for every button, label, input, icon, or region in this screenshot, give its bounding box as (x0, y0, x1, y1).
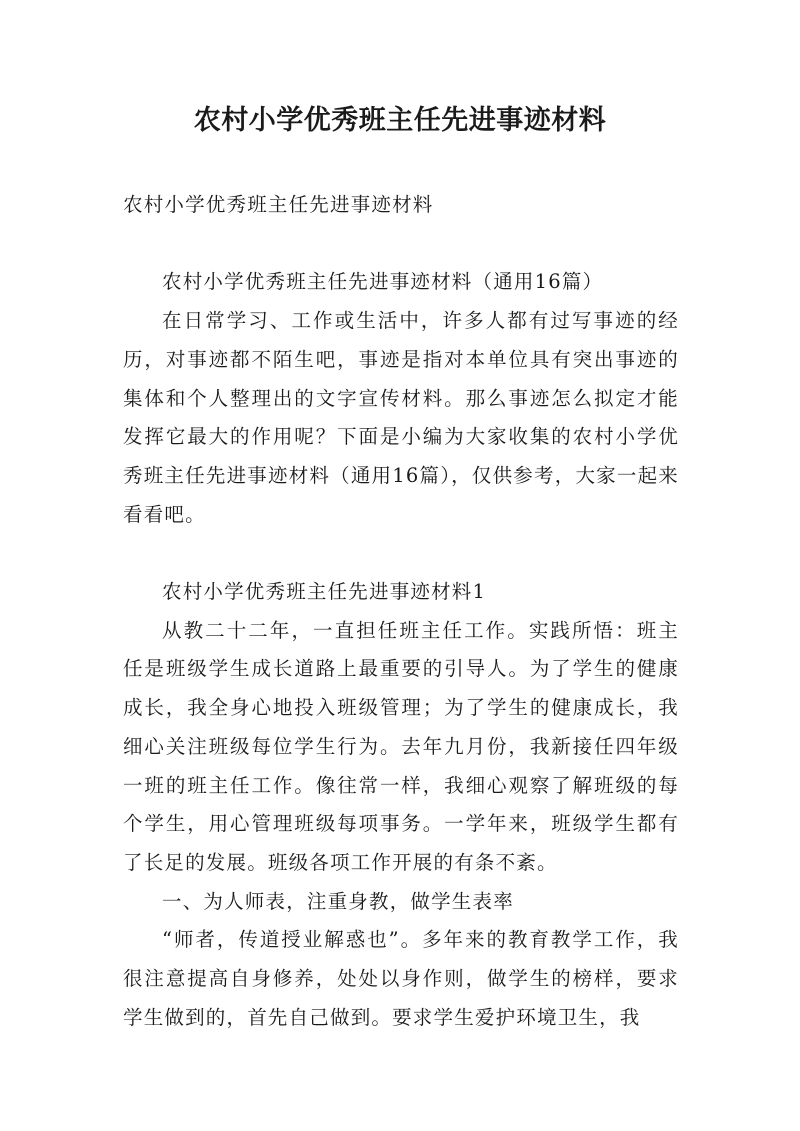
point-heading: 一、为人师表，注重身教，做学生表率 (162, 889, 514, 913)
point-paragraph: “师者，传道授业解惑也”。多年来的教育教学工作，我很注意提高自身修养，处处以身作则，做学生的榜样，要求学生做到的，首先自己做到。要求学生爱护环境卫生，我 (123, 928, 679, 1029)
document-body (123, 186, 679, 1037)
paragraph-spacer (123, 225, 679, 264)
paragraph-spacer (123, 534, 679, 573)
general-heading: 农村小学优秀班主任先进事迹材料（通用16篇） (162, 270, 604, 294)
document-title: 农村小学优秀班主任先进事迹材料 (193, 105, 607, 136)
intro-paragraph: 在日常学习、工作或生活中，许多人都有过写事迹的经历，对事迹都不陌生吧，事迹是指对本单位具有突出事迹的集体和个人整理出的文字宣传材料。那么事迹怎么拟定才能发挥它最大的作用呢？下面是小编为大家收集的农村小学优秀班主任先进事迹材料（通用16篇），仅供参考，大家一起来看看吧。 (123, 309, 679, 526)
document-subtitle: 农村小学优秀班主任先进事迹材料 (123, 193, 434, 216)
section-paragraph: 从教二十二年，一直担任班主任工作。实践所悟：班主任是班级学生成长道路上最重要的引导人。为了学生的健康成长，我全身心地投入班级管理；为了学生的健康成长，我细心关注班级每位学生行为。去年九月份，我新接任四年级一班的班主任工作。像往常一样，我细心观察了解班级的每个学生，用心管理班级每项事务。一学年来，班级学生都有了长足的发展。班级各项工作开展的有条不紊。 (123, 618, 679, 874)
section-heading: 农村小学优秀班主任先进事迹材料1 (162, 580, 487, 603)
